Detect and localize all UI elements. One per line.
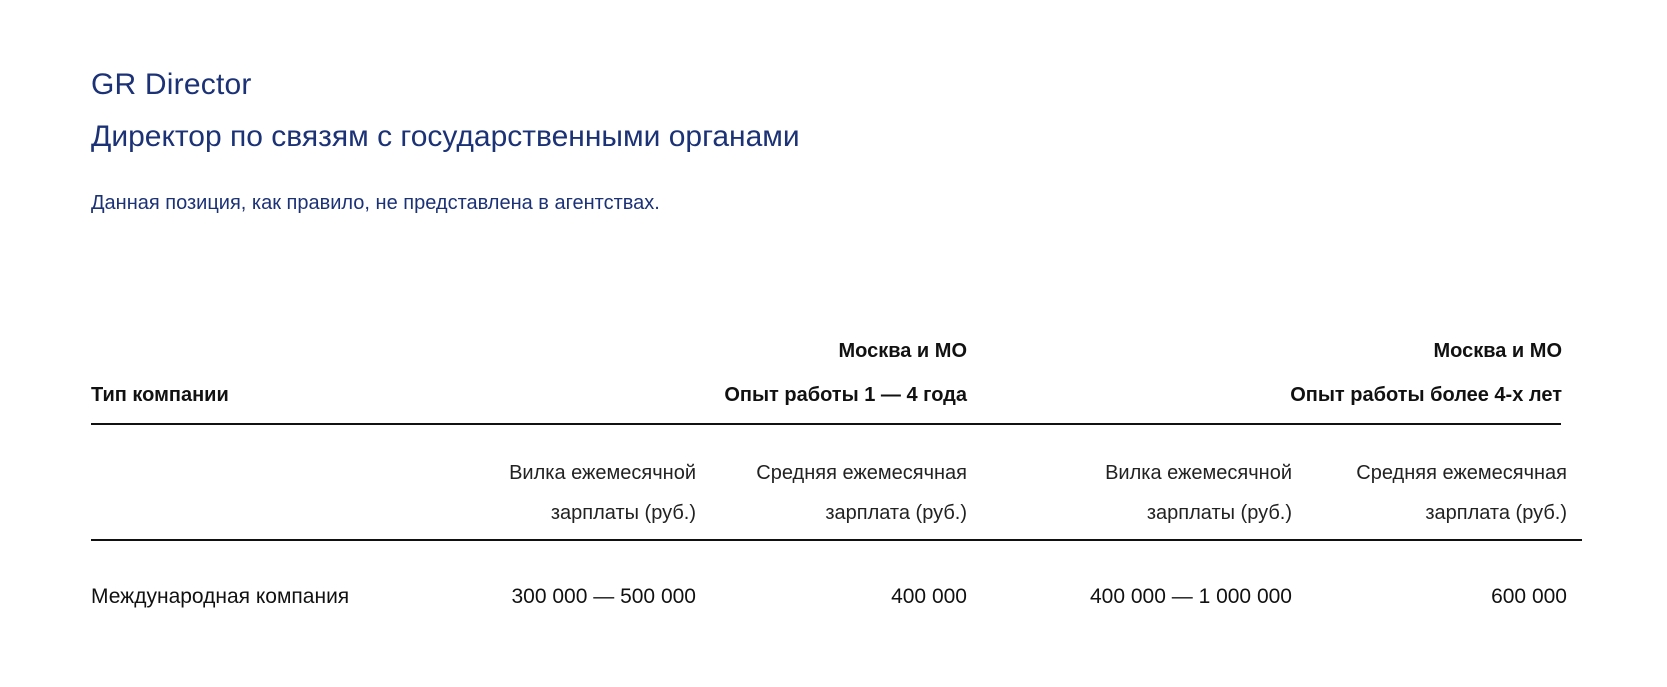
group2-range-header-line1: Вилка ежемесячной (1105, 462, 1292, 484)
header-divider (91, 423, 1561, 425)
group2-region: Москва и МО (1433, 340, 1562, 362)
group2-avg-header-line1: Средняя ежемесячная (1356, 462, 1567, 484)
page-title-en: GR Director (91, 68, 252, 101)
group2-range-header (1105, 453, 1292, 533)
group2-avg-cell: 600 000 (1491, 585, 1567, 608)
group1-range-header (509, 453, 696, 533)
page-title-ru: Директор по связям с государственными органами (91, 120, 800, 153)
group1-range-header-line1: Вилка ежемесячной (509, 462, 696, 484)
group2-range-header-line2: зарплаты (руб.) (1146, 502, 1292, 524)
group1-range-cell: 300 000 — 500 000 (511, 585, 696, 608)
group1-experience: Опыт работы 1 — 4 года (724, 384, 967, 406)
company-type-header: Тип компании (91, 384, 229, 406)
position-note: Данная позиция, как правило, не представлена в агентствах. (91, 192, 660, 214)
group2-avg-header (1356, 453, 1567, 533)
group1-avg-header-line1: Средняя ежемесячная (756, 462, 967, 484)
group2-experience: Опыт работы более 4-х лет (1290, 384, 1562, 406)
group1-region: Москва и МО (838, 340, 967, 362)
group2-range-cell: 400 000 — 1 000 000 (1089, 585, 1292, 608)
group1-range-header-line2: зарплаты (руб.) (550, 502, 696, 524)
group2-avg-header-line2: зарплата (руб.) (1425, 502, 1567, 524)
subheader-divider (91, 539, 1582, 541)
company-type-cell: Международная компания (91, 585, 350, 608)
group1-avg-header-line2: зарплата (руб.) (825, 502, 967, 524)
group1-avg-cell: 400 000 (891, 585, 967, 608)
group1-avg-header (756, 453, 967, 533)
